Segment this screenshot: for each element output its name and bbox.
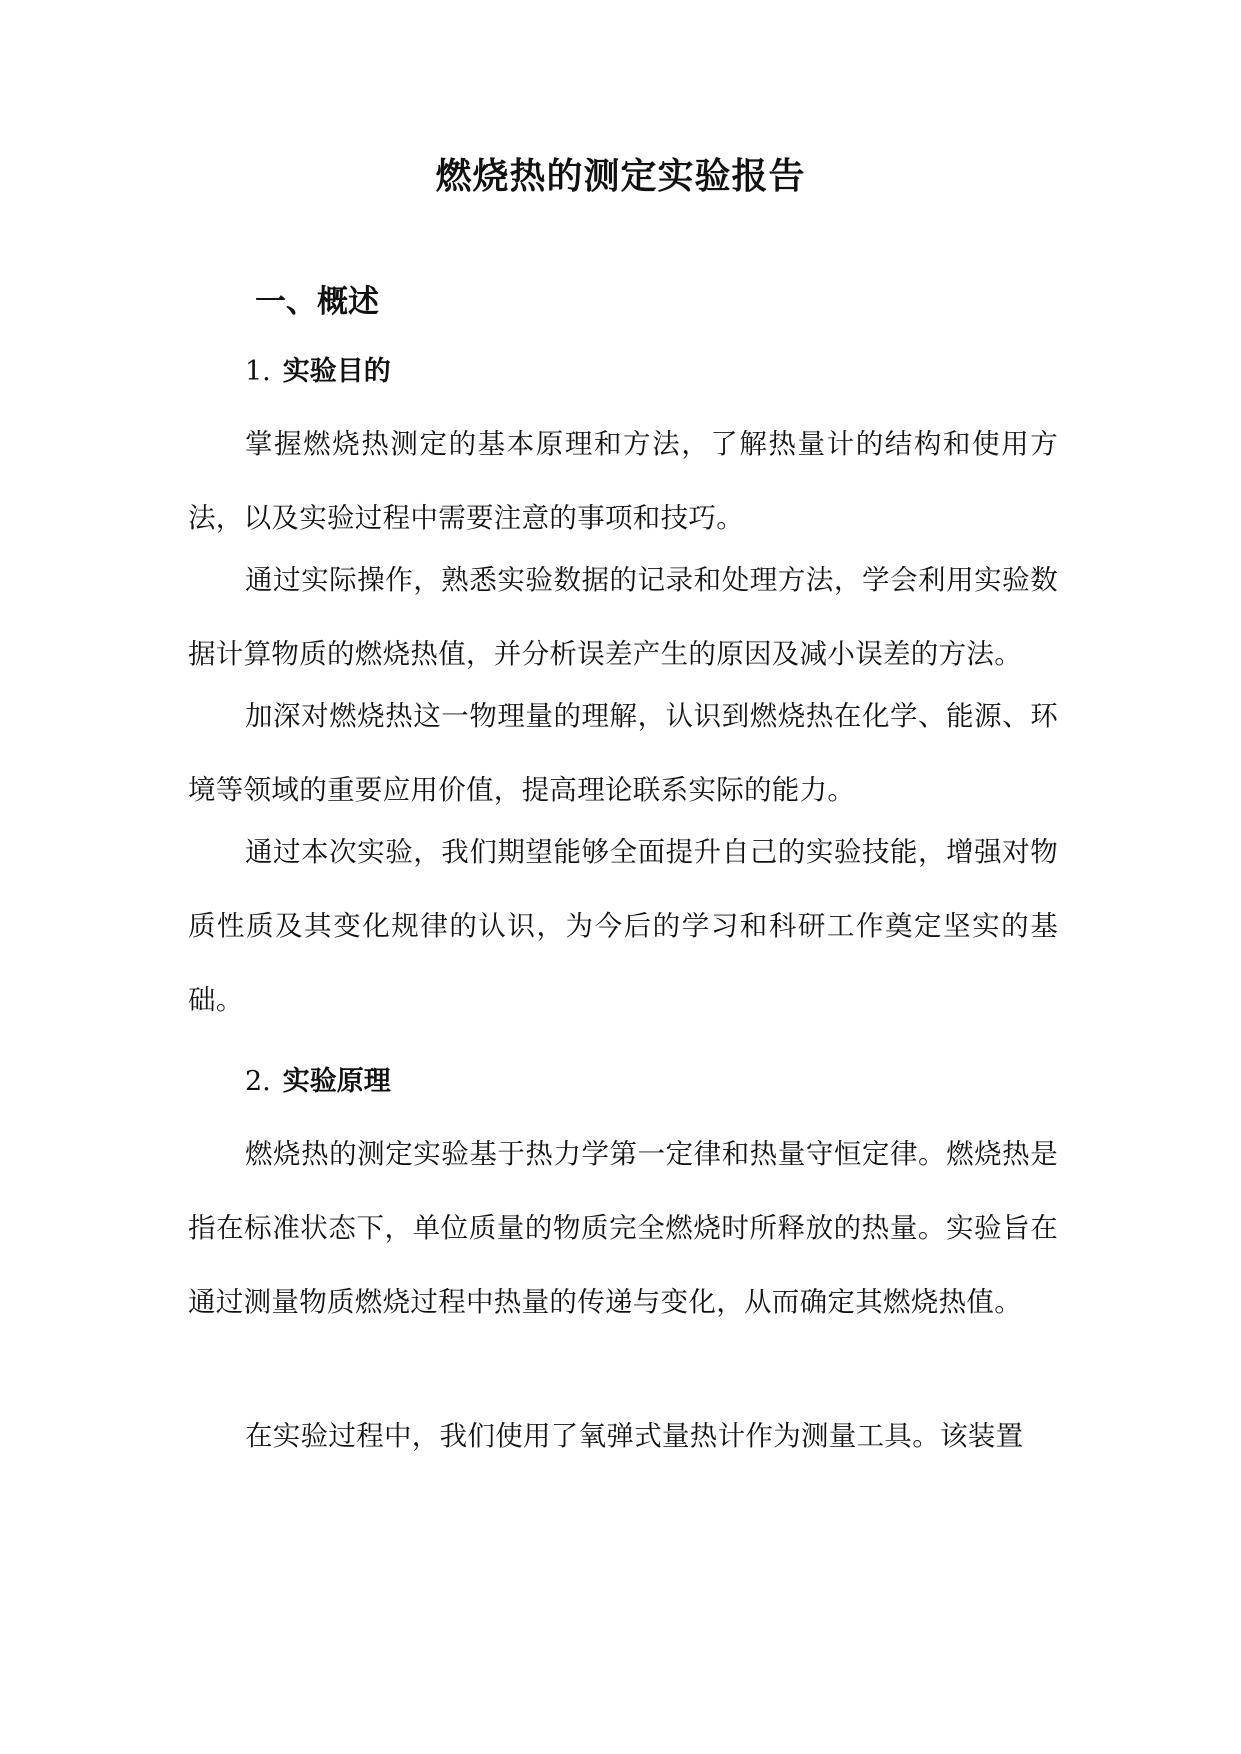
paragraph: 燃烧热的测定实验基于热力学第一定律和热量守恒定律。燃烧热是指在标准状态下，单位质量的物质完全燃烧时所释放的热量。实验旨在通过测量物质燃烧过程中热量的传递与变化，从而确定其燃烧热值。 <box>188 1138 1058 1318</box>
subsection-heading-principle <box>245 1062 391 1102</box>
section-heading-overview: 一、概述 <box>255 284 379 320</box>
subsection-heading-purpose <box>245 352 391 392</box>
subsection-number: 1. <box>245 356 271 387</box>
paragraph: 通过实际操作，熟悉实验数据的记录和处理方法，学会利用实验数据计算物质的燃烧热值，并分析误差产生的原因及减小误差的方法。 <box>188 564 1058 670</box>
paragraph: 掌握燃烧热测定的基本原理和方法，了解热量计的结构和使用方法，以及实验过程中需要注意的事项和技巧。 <box>188 428 1058 534</box>
paragraph: 通过本次实验，我们期望能够全面提升自己的实验技能，增强对物质性质及其变化规律的认识，为今后的学习和科研工作奠定坚实的基础。 <box>188 836 1058 1016</box>
paragraph: 在实验过程中，我们使用了氧弹式量热计作为测量工具。该装置 <box>245 1420 1024 1452</box>
subsection-number: 2. <box>245 1066 271 1097</box>
subsection-title: 实验原理 <box>282 1066 391 1097</box>
document-title: 燃烧热的测定实验报告 <box>435 155 806 197</box>
paragraph: 加深对燃烧热这一物理量的理解，认识到燃烧热在化学、能源、环境等领域的重要应用价值，提高理论联系实际的能力。 <box>188 700 1058 806</box>
subsection-title: 实验目的 <box>282 356 391 387</box>
